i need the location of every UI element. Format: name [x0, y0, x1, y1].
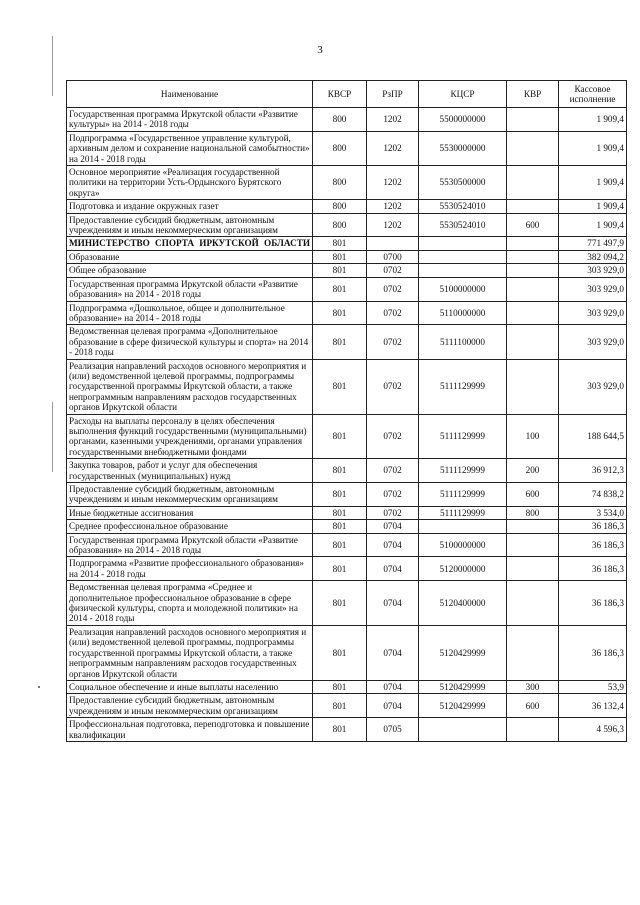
row-amount: 3 534,0 — [559, 506, 627, 519]
row-name: Подпрограмма «Государственное управление культурой, архивным делом и сохранение национальной самобытности» на 2014 - 2018 годы — [67, 131, 313, 165]
row-kcsr: 5120400000 — [419, 581, 507, 626]
row-kcsr: 5111100000 — [419, 325, 507, 359]
row-rzpr: 0702 — [367, 325, 419, 359]
table-header-row — [67, 81, 627, 108]
row-kcsr: 5120429999 — [419, 625, 507, 680]
row-rzpr — [367, 237, 419, 250]
row-kvsr: 801 — [313, 557, 367, 581]
row-amount: 303 929,0 — [559, 325, 627, 359]
table-row — [67, 414, 627, 459]
row-kvsr: 800 — [313, 166, 367, 200]
row-kvr — [507, 250, 559, 263]
row-kvsr: 801 — [313, 301, 367, 325]
row-kvsr: 801 — [313, 506, 367, 519]
row-name: Закупка товаров, работ и услуг для обеспечения государственных (муниципальных) нужд — [67, 459, 313, 483]
row-rzpr: 0704 — [367, 533, 419, 557]
row-kvr — [507, 581, 559, 626]
row-amount: 53,9 — [559, 680, 627, 693]
row-rzpr: 1202 — [367, 108, 419, 132]
row-kvsr: 801 — [313, 483, 367, 507]
row-kcsr: 5111129999 — [419, 414, 507, 459]
table-row — [67, 718, 627, 742]
row-kvsr: 801 — [313, 718, 367, 742]
row-kvsr: 801 — [313, 359, 367, 414]
row-kvr — [507, 520, 559, 533]
table-row — [67, 131, 627, 165]
table-row — [67, 694, 627, 718]
row-kcsr: 5500000000 — [419, 108, 507, 132]
row-kcsr: 5530500000 — [419, 166, 507, 200]
row-name: Основное мероприятие «Реализация государственной политики на территории Усть-Ордынского Бурятского округа» — [67, 166, 313, 200]
row-rzpr: 0704 — [367, 680, 419, 693]
row-name: Реализация направлений расходов основного мероприятия и (или) ведомственной целевой программы, подпрограммы государственной программы Иркутской области, а также непрограммным направлениям расходов государственных органов Иркутской области — [67, 359, 313, 414]
table-row-ministry — [67, 237, 627, 250]
row-rzpr: 0702 — [367, 414, 419, 459]
row-rzpr: 0702 — [367, 301, 419, 325]
row-rzpr: 1202 — [367, 200, 419, 213]
row-kvr — [507, 200, 559, 213]
row-name: Ведомственная целевая программа «Дополнительное образование в сфере физической культуры и спорта» на 2014 - 2018 годы — [67, 325, 313, 359]
table-row — [67, 108, 627, 132]
column-header-kvr: КВР — [507, 81, 559, 108]
row-kvsr: 801 — [313, 625, 367, 680]
row-rzpr: 0704 — [367, 625, 419, 680]
row-kvr: 100 — [507, 414, 559, 459]
row-amount: 36 912,3 — [559, 459, 627, 483]
row-name: Предоставление субсидий бюджетным, автономным учреждениям и иным некоммерческим организациям — [67, 213, 313, 237]
row-kvr — [507, 625, 559, 680]
row-kcsr: 5530524010 — [419, 213, 507, 237]
row-rzpr: 0705 — [367, 718, 419, 742]
budget-execution-table — [66, 80, 627, 742]
table-row — [67, 277, 627, 301]
row-name: Расходы на выплаты персоналу в целях обеспечения выполнения функций государственными (муниципальными) органами, казенными учреждениями, органами управления государственными внебюджетными фондами — [67, 414, 313, 459]
row-kcsr — [419, 520, 507, 533]
table-row — [67, 520, 627, 533]
row-kcsr: 5100000000 — [419, 533, 507, 557]
table-row — [67, 325, 627, 359]
row-amount: 1 909,4 — [559, 200, 627, 213]
row-amount: 303 929,0 — [559, 277, 627, 301]
table-row — [67, 557, 627, 581]
row-amount: 1 909,4 — [559, 166, 627, 200]
row-kvr — [507, 533, 559, 557]
row-amount: 1 909,4 — [559, 131, 627, 165]
row-name: Реализация направлений расходов основного мероприятия и (или) ведомственной целевой программы, подпрограммы государственной программы Иркутской области, а также непрограммным направлениям расходов государственных органов Иркутской области — [67, 625, 313, 680]
row-amount: 36 186,3 — [559, 520, 627, 533]
scan-speck — [38, 686, 40, 688]
row-rzpr: 0700 — [367, 250, 419, 263]
row-name: Предоставление субсидий бюджетным, автономным учреждениям и иным некоммерческим организациям — [67, 483, 313, 507]
row-kvsr: 801 — [313, 325, 367, 359]
row-amount: 771 497,9 — [559, 237, 627, 250]
column-header-kvsr: КВСР — [313, 81, 367, 108]
row-amount: 74 838,2 — [559, 483, 627, 507]
row-name: Ведомственная целевая программа «Среднее и дополнительное профессиональное образование в сфере физической культуры, спорта и молодежной политики» на 2014 - 2018 годы — [67, 581, 313, 626]
row-kvr: 600 — [507, 483, 559, 507]
table-row — [67, 250, 627, 263]
page-number: 3 — [317, 44, 323, 56]
row-kvr — [507, 718, 559, 742]
table-row — [67, 506, 627, 519]
row-amount: 188 644,5 — [559, 414, 627, 459]
table-row — [67, 359, 627, 414]
row-amount: 303 929,0 — [559, 301, 627, 325]
row-rzpr: 0704 — [367, 557, 419, 581]
row-kvsr: 801 — [313, 237, 367, 250]
row-kvsr: 800 — [313, 131, 367, 165]
row-kvr — [507, 325, 559, 359]
row-name: Подготовка и издание окружных газет — [67, 200, 313, 213]
row-kvr — [507, 277, 559, 301]
column-header-kcsr: КЦСР — [419, 81, 507, 108]
row-kvsr: 801 — [313, 581, 367, 626]
row-rzpr: 0702 — [367, 277, 419, 301]
row-name: Предоставление субсидий бюджетным, автономным учреждениям и иным некоммерческим организациям — [67, 694, 313, 718]
row-name: Образование — [67, 250, 313, 263]
row-amount: 382 094,2 — [559, 250, 627, 263]
row-kcsr: 5111129999 — [419, 459, 507, 483]
row-amount: 36 186,3 — [559, 581, 627, 626]
table-row — [67, 625, 627, 680]
row-amount: 1 909,4 — [559, 108, 627, 132]
row-kvsr: 801 — [313, 533, 367, 557]
row-kcsr — [419, 237, 507, 250]
row-kvr: 800 — [507, 506, 559, 519]
row-kvr — [507, 131, 559, 165]
row-name: Государственная программа Иркутской области «Развитие образования» на 2014 - 2018 годы — [67, 277, 313, 301]
row-amount: 4 596,3 — [559, 718, 627, 742]
row-kcsr: 5530524010 — [419, 200, 507, 213]
row-amount: 36 132,4 — [559, 694, 627, 718]
table-row — [67, 200, 627, 213]
column-header-rzpr: РзПР — [367, 81, 419, 108]
row-kcsr: 5120429999 — [419, 694, 507, 718]
table-row — [67, 533, 627, 557]
row-kcsr — [419, 264, 507, 277]
row-amount: 1 909,4 — [559, 213, 627, 237]
row-kvr — [507, 237, 559, 250]
table-row — [67, 264, 627, 277]
row-name: Профессиональная подготовка, переподготовка и повышение квалификации — [67, 718, 313, 742]
row-kcsr: 5110000000 — [419, 301, 507, 325]
row-rzpr: 0704 — [367, 581, 419, 626]
row-kvsr: 800 — [313, 200, 367, 213]
binding-mark — [52, 36, 53, 96]
row-kvsr: 801 — [313, 250, 367, 263]
row-kvsr: 801 — [313, 680, 367, 693]
row-amount: 303 929,0 — [559, 264, 627, 277]
row-kvsr: 801 — [313, 414, 367, 459]
row-kcsr — [419, 250, 507, 263]
row-kcsr: 5111129999 — [419, 483, 507, 507]
row-kcsr: 5111129999 — [419, 359, 507, 414]
row-kvsr: 801 — [313, 694, 367, 718]
row-rzpr: 0702 — [367, 483, 419, 507]
row-kcsr: 5120000000 — [419, 557, 507, 581]
row-kvr: 600 — [507, 694, 559, 718]
row-kvr — [507, 301, 559, 325]
table-row — [67, 680, 627, 693]
row-rzpr: 1202 — [367, 131, 419, 165]
row-kvsr: 800 — [313, 108, 367, 132]
row-kvr: 300 — [507, 680, 559, 693]
table-row — [67, 483, 627, 507]
row-kcsr — [419, 718, 507, 742]
row-kcsr: 5530000000 — [419, 131, 507, 165]
binding-mark — [52, 402, 53, 472]
row-kvr — [507, 557, 559, 581]
row-kcsr: 5111129999 — [419, 506, 507, 519]
row-name: Среднее профессиональное образование — [67, 520, 313, 533]
row-kvr: 600 — [507, 213, 559, 237]
row-amount: 36 186,3 — [559, 557, 627, 581]
row-kcsr: 5100000000 — [419, 277, 507, 301]
row-rzpr: 1202 — [367, 166, 419, 200]
table-row — [67, 213, 627, 237]
row-kvr — [507, 108, 559, 132]
row-kvr — [507, 359, 559, 414]
row-name: Социальное обеспечение и иные выплаты населению — [67, 680, 313, 693]
column-header-amount: Кассовое исполнение — [559, 81, 627, 108]
row-amount: 36 186,3 — [559, 533, 627, 557]
row-rzpr: 0702 — [367, 459, 419, 483]
row-name: Государственная программа Иркутской области «Развитие культуры» на 2014 - 2018 годы — [67, 108, 313, 132]
row-rzpr: 0702 — [367, 506, 419, 519]
row-name: Подпрограмма «Дошкольное, общее и дополнительное образование» на 2014 - 2018 годы — [67, 301, 313, 325]
row-rzpr: 0702 — [367, 264, 419, 277]
table-row — [67, 166, 627, 200]
row-rzpr: 0704 — [367, 520, 419, 533]
row-amount: 36 186,3 — [559, 625, 627, 680]
row-kvsr: 800 — [313, 213, 367, 237]
row-amount: 303 929,0 — [559, 359, 627, 414]
row-rzpr: 0702 — [367, 359, 419, 414]
table-row — [67, 581, 627, 626]
row-kvr — [507, 166, 559, 200]
row-rzpr: 0704 — [367, 694, 419, 718]
row-kvsr: 801 — [313, 459, 367, 483]
row-kcsr: 5120429999 — [419, 680, 507, 693]
row-kvr: 200 — [507, 459, 559, 483]
row-name: Иные бюджетные ассигнования — [67, 506, 313, 519]
row-name: МИНИСТЕРСТВО СПОРТА ИРКУТСКОЙ ОБЛАСТИ — [67, 237, 313, 250]
row-kvr — [507, 264, 559, 277]
row-kvsr: 801 — [313, 264, 367, 277]
column-header-name: Наименование — [67, 81, 313, 108]
row-name: Общее образование — [67, 264, 313, 277]
row-kvsr: 801 — [313, 277, 367, 301]
row-name: Государственная программа Иркутской области «Развитие образования» на 2014 - 2018 годы — [67, 533, 313, 557]
table-row — [67, 301, 627, 325]
row-name: Подпрограмма «Развитие профессионального образования» на 2014 - 2018 годы — [67, 557, 313, 581]
row-kvsr: 801 — [313, 520, 367, 533]
row-rzpr: 1202 — [367, 213, 419, 237]
table-row — [67, 459, 627, 483]
